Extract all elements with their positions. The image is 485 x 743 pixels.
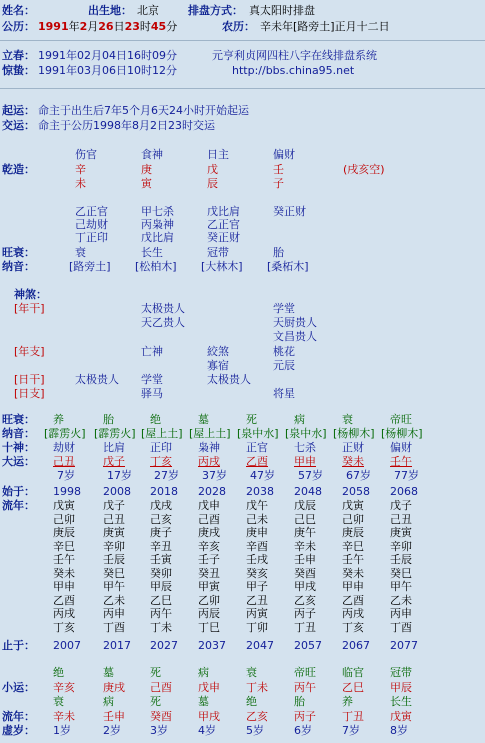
liunian-cell: 壬戌 bbox=[246, 553, 268, 566]
xiaoyun-xusui: 3岁 bbox=[150, 724, 168, 737]
tengod-hour: 偏财 bbox=[273, 148, 295, 161]
xiaoyun-xusui: 4岁 bbox=[198, 724, 216, 737]
liunian-cell: 丙戌 bbox=[53, 607, 75, 620]
xiaoyun-bottom-state: 胎 bbox=[294, 695, 305, 708]
dayun-age: 37岁 bbox=[202, 469, 227, 482]
dayun-age: 27岁 bbox=[154, 469, 179, 482]
dayun-pillar: 乙酉 bbox=[246, 455, 268, 468]
xiaoyun-liunian: 辛未 bbox=[53, 710, 75, 723]
xiaoyun-top-state: 死 bbox=[150, 666, 161, 679]
xiaoyun-top-state: 绝 bbox=[53, 666, 64, 679]
dayun-tengod: 正官 bbox=[246, 441, 268, 454]
liunian-cell: 己卯 bbox=[342, 512, 364, 526]
branch-day: 辰 bbox=[207, 177, 218, 190]
divider bbox=[0, 40, 485, 41]
shensha-item: 寡宿 bbox=[207, 359, 229, 372]
dayun-pillar: 戊子 bbox=[103, 455, 125, 468]
xiaoyun-liunian: 甲戌 bbox=[198, 710, 220, 723]
nayin-month: [松柏木] bbox=[135, 260, 177, 273]
nayin-label: 纳音： bbox=[2, 260, 35, 273]
dayun-age: 47岁 bbox=[250, 469, 275, 482]
branch-year: 未 bbox=[75, 177, 86, 190]
dayun-nayin-label: 纳音： bbox=[2, 427, 35, 440]
liunian-cell: 丙午 bbox=[150, 607, 172, 620]
liunian-cell: 乙卯 bbox=[198, 593, 220, 607]
xiaoyun-liunian: 丁丑 bbox=[342, 710, 364, 723]
dayun-tengod: 偏财 bbox=[390, 441, 412, 454]
jiaoyun-value: 命主于公历1998年8月2日23时交运 bbox=[38, 119, 215, 132]
dayun-tengod: 七杀 bbox=[294, 441, 316, 454]
method-value: 真太阳时排盘 bbox=[249, 4, 315, 17]
liunian-cell: 辛卯 bbox=[103, 539, 125, 553]
liunian-cell: 丙辰 bbox=[198, 607, 220, 620]
liunian-cell: 戊午 bbox=[246, 499, 268, 512]
dayun-end-year: 2027 bbox=[150, 639, 178, 652]
liunian-cell: 壬午 bbox=[53, 553, 75, 566]
xiaoyun-xusui: 2岁 bbox=[103, 724, 121, 737]
liunian-cell: 己卯 bbox=[53, 512, 75, 526]
liunian-cell: 癸巳 bbox=[103, 566, 125, 580]
dayun-tengod: 正印 bbox=[150, 441, 172, 454]
dayun-tengod: 枭神 bbox=[198, 441, 220, 454]
liunian-cell: 乙酉 bbox=[342, 593, 364, 607]
shensha-item: 文昌贵人 bbox=[273, 330, 317, 343]
xiaoyun-xusui: 8岁 bbox=[390, 724, 408, 737]
xiaoyun-xusui: 5岁 bbox=[246, 724, 264, 737]
liunian-cell: 壬辰 bbox=[390, 553, 412, 566]
xiaoyun-xusui: 7岁 bbox=[342, 724, 360, 737]
wangshuai-hour: 胎 bbox=[273, 246, 284, 259]
dayun-start-year: 2058 bbox=[342, 485, 370, 498]
wangshuai-day: 冠带 bbox=[207, 246, 229, 259]
dayun-nayin: [杨柳木] bbox=[381, 427, 423, 440]
xiaoyun-bottom-state: 长生 bbox=[390, 695, 412, 708]
liunian-cell: 壬申 bbox=[294, 553, 316, 566]
xiaoyun-label: 小运： bbox=[2, 681, 35, 694]
liunian-cell: 庚戌 bbox=[198, 526, 220, 539]
xiaoyun-pillar: 丙午 bbox=[294, 681, 316, 694]
liunian-cell: 己丑 bbox=[103, 512, 125, 526]
liunian-cell: 丙子 bbox=[294, 607, 316, 620]
wangshuai-label: 旺衰： bbox=[2, 246, 35, 259]
liunian-cell: 戊子 bbox=[103, 499, 125, 512]
stem-hour: 壬 bbox=[273, 163, 284, 176]
liunian-cell: 丁亥 bbox=[53, 620, 75, 634]
xiaoyun-liunian-label: 流年： bbox=[2, 710, 35, 723]
system-url-link[interactable]: http://bbs.china95.net bbox=[232, 64, 355, 77]
hidden-stem: 癸正财 bbox=[207, 231, 240, 244]
liunian-cell: 丙戌 bbox=[342, 607, 364, 620]
shensha-item: 驿马 bbox=[141, 387, 163, 400]
liunian-cell: 戊辰 bbox=[294, 499, 316, 512]
liunian-cell: 壬寅 bbox=[150, 553, 172, 566]
dayun-pillar: 丙戌 bbox=[198, 455, 220, 468]
liunian-cell: 乙亥 bbox=[294, 593, 316, 607]
xiaoyun-bottom-state: 病 bbox=[103, 695, 114, 708]
liunian-cell: 壬午 bbox=[342, 553, 364, 566]
xiaoyun-pillar: 丁未 bbox=[246, 681, 268, 694]
jingzhe-value: 1991年03月06日10时12分 bbox=[38, 64, 177, 77]
liunian-cell: 辛亥 bbox=[198, 539, 220, 553]
liunian-cell: 丁巳 bbox=[198, 620, 220, 634]
shensha-title: 神煞： bbox=[14, 288, 47, 301]
shensha-item: 太极贵人 bbox=[207, 373, 251, 386]
shensha-item: 亡神 bbox=[141, 345, 163, 358]
dayun-end-year: 2047 bbox=[246, 639, 274, 652]
system-title: 元亨利贞网四柱八字在线排盘系统 bbox=[212, 49, 377, 62]
liunian-cell: 乙丑 bbox=[246, 593, 268, 607]
liunian-cell: 庚午 bbox=[294, 526, 316, 539]
shensha-item: 天乙贵人 bbox=[141, 316, 185, 329]
liunian-cell: 己亥 bbox=[150, 512, 172, 526]
dayun-nayin: [屋上土] bbox=[141, 427, 183, 440]
shensha-item: 元辰 bbox=[273, 359, 295, 372]
dayun-end-year: 2067 bbox=[342, 639, 370, 652]
shensha-item: 太极贵人 bbox=[75, 373, 119, 386]
xiaoyun-liunian: 乙亥 bbox=[246, 710, 268, 723]
liunian-cell: 戊申 bbox=[198, 499, 220, 512]
hidden-stem: 丙枭神 bbox=[141, 218, 174, 231]
liunian-cell: 己丑 bbox=[390, 512, 412, 526]
hidden-stem: 乙正官 bbox=[207, 218, 240, 231]
gregorian-label: 公历： bbox=[2, 20, 35, 33]
liunian-cell: 癸巳 bbox=[390, 566, 412, 580]
qiyun-value: 命主于出生后7年5个月6天24小时开始起运 bbox=[38, 104, 249, 117]
xiaoyun-bottom-state: 死 bbox=[150, 695, 161, 708]
dayun-nayin: [屋上土] bbox=[189, 427, 231, 440]
liunian-cell: 乙未 bbox=[390, 593, 412, 607]
liunian-cell: 庚申 bbox=[246, 526, 268, 539]
dayun-end-label: 止于： bbox=[2, 639, 35, 652]
liunian-cell: 辛酉 bbox=[246, 539, 268, 553]
dayun-nayin: [泉中水] bbox=[285, 427, 327, 440]
name-label: 姓名： bbox=[2, 4, 35, 17]
liunian-cell: 戊寅 bbox=[342, 499, 364, 512]
xiaoyun-bottom-state: 绝 bbox=[246, 695, 257, 708]
liunian-cell: 癸丑 bbox=[198, 566, 220, 580]
stem-day: 戊 bbox=[207, 163, 218, 176]
liunian-cell: 癸卯 bbox=[150, 566, 172, 580]
shensha-day-stem-label: [日干] bbox=[14, 373, 45, 386]
liunian-cell: 癸亥 bbox=[246, 566, 268, 580]
shensha-item: 学堂 bbox=[273, 302, 295, 315]
xiaoyun-top-state: 衰 bbox=[246, 666, 257, 679]
shensha-item: 太极贵人 bbox=[141, 302, 185, 315]
dayun-age: 77岁 bbox=[394, 469, 419, 482]
shensha-day-branch-label: [日支] bbox=[14, 387, 45, 400]
liunian-cell: 辛巳 bbox=[342, 539, 364, 553]
liunian-cell: 己酉 bbox=[198, 512, 220, 526]
jingzhe-label: 惊蛰： bbox=[2, 64, 35, 77]
dayun-wangshuai: 死 bbox=[246, 413, 257, 426]
liunian-cell: 癸未 bbox=[342, 566, 364, 580]
liunian-cell: 甲午 bbox=[390, 580, 412, 593]
liunian-cell: 己未 bbox=[246, 512, 268, 526]
xiaoyun-xusui: 6岁 bbox=[294, 724, 312, 737]
dayun-pillar: 癸未 bbox=[342, 455, 364, 468]
xiaoyun-xusui: 1岁 bbox=[53, 724, 71, 737]
dayun-label: 大运： bbox=[2, 455, 35, 468]
liunian-cell: 丙申 bbox=[103, 607, 125, 620]
dayun-pillar: 己丑 bbox=[53, 455, 75, 468]
liunian-cell: 辛未 bbox=[294, 539, 316, 553]
qiandao-label: 乾造： bbox=[2, 163, 35, 176]
xiaoyun-xusui-label: 虚岁： bbox=[2, 724, 35, 737]
dayun-wangshuai: 帝旺 bbox=[390, 413, 412, 426]
shensha-year-stem-label: [年干] bbox=[14, 302, 45, 315]
wangshuai-month: 长生 bbox=[141, 246, 163, 259]
xiaoyun-bottom-state: 衰 bbox=[53, 695, 64, 708]
hidden-stem: 己劫财 bbox=[75, 218, 108, 231]
liunian-cell: 戊寅 bbox=[53, 499, 75, 512]
dayun-pillar: 壬午 bbox=[390, 455, 412, 468]
shensha-item: 将星 bbox=[273, 387, 295, 400]
dayun-start-year: 2048 bbox=[294, 485, 322, 498]
branch-hour: 子 bbox=[273, 177, 284, 190]
jiaoyun-label: 交运： bbox=[2, 119, 35, 132]
liunian-cell: 己巳 bbox=[294, 512, 316, 526]
liunian-cell: 甲子 bbox=[246, 580, 268, 593]
dayun-wangshuai: 墓 bbox=[198, 413, 209, 426]
liunian-cell: 庚辰 bbox=[53, 526, 75, 539]
liunian-cell: 甲申 bbox=[53, 580, 75, 593]
xiaoyun-top-state: 病 bbox=[198, 666, 209, 679]
birthplace-value: 北京 bbox=[137, 4, 159, 17]
liunian-cell: 丁丑 bbox=[294, 620, 316, 634]
dayun-end-year: 2007 bbox=[53, 639, 81, 652]
stem-year: 辛 bbox=[75, 163, 86, 176]
xiaoyun-liunian: 戊寅 bbox=[390, 710, 412, 723]
divider bbox=[0, 88, 485, 89]
dayun-pillar: 丁亥 bbox=[150, 455, 172, 468]
dayun-wangshuai: 衰 bbox=[342, 413, 353, 426]
shensha-item: 絞煞 bbox=[207, 345, 229, 358]
xiaoyun-pillar: 戊申 bbox=[198, 681, 220, 694]
xiaoyun-pillar: 庚戌 bbox=[103, 681, 125, 694]
liunian-cell: 甲辰 bbox=[150, 580, 172, 593]
liunian-cell: 甲午 bbox=[103, 580, 125, 593]
qiyun-label: 起运： bbox=[2, 104, 35, 117]
dayun-wangshuai: 胎 bbox=[103, 413, 114, 426]
dayun-nayin: [泉中水] bbox=[237, 427, 279, 440]
xiaoyun-bottom-state: 墓 bbox=[198, 695, 209, 708]
liunian-cell: 甲戌 bbox=[294, 580, 316, 593]
xiaoyun-liunian: 壬申 bbox=[103, 710, 125, 723]
dayun-tengod-label: 十神： bbox=[2, 441, 35, 454]
lunar-label: 农历： bbox=[222, 20, 255, 33]
birthplace-label: 出生地： bbox=[88, 4, 132, 17]
shensha-year-branch-label: [年支] bbox=[14, 345, 45, 358]
liunian-cell: 丁亥 bbox=[342, 620, 364, 634]
dayun-start-year: 2008 bbox=[103, 485, 131, 498]
nayin-year: [路旁土] bbox=[69, 260, 111, 273]
lunar-value: 辛未年[路旁土]正月十二日 bbox=[260, 20, 390, 33]
dayun-end-year: 2077 bbox=[390, 639, 418, 652]
liunian-cell: 乙巳 bbox=[150, 593, 172, 607]
kongwang: (戌亥空) bbox=[343, 163, 385, 176]
dayun-age: 67岁 bbox=[346, 469, 371, 482]
tengod-month: 食神 bbox=[141, 148, 163, 161]
nayin-hour: [桑柘木] bbox=[267, 260, 309, 273]
dayun-nayin: [杨柳木] bbox=[333, 427, 375, 440]
xiaoyun-top-state: 帝旺 bbox=[294, 666, 316, 679]
liunian-cell: 乙未 bbox=[103, 593, 125, 607]
shensha-item: 学堂 bbox=[141, 373, 163, 386]
dayun-start-year: 2068 bbox=[390, 485, 418, 498]
dayun-wangshuai: 绝 bbox=[150, 413, 161, 426]
dayun-nayin: [霹雳火] bbox=[44, 427, 86, 440]
xiaoyun-pillar: 甲辰 bbox=[390, 681, 412, 694]
stem-month: 庚 bbox=[141, 163, 152, 176]
tengod-year: 伤官 bbox=[75, 148, 97, 161]
liunian-cell: 戊戌 bbox=[150, 499, 172, 512]
gregorian-date: 1991年2月26日23时45分 bbox=[38, 20, 178, 33]
liunian-cell: 甲申 bbox=[342, 580, 364, 593]
hidden-stem: 甲七杀 bbox=[141, 205, 174, 218]
liunian-cell: 庚子 bbox=[150, 526, 172, 539]
xiaoyun-pillar: 乙巳 bbox=[342, 681, 364, 694]
liunian-cell: 戊子 bbox=[390, 499, 412, 512]
dayun-end-year: 2057 bbox=[294, 639, 322, 652]
hidden-stem: 丁正印 bbox=[75, 231, 108, 244]
hidden-stem: 乙正官 bbox=[75, 205, 108, 218]
liunian-cell: 辛丑 bbox=[150, 539, 172, 553]
xiaoyun-top-state: 墓 bbox=[103, 666, 114, 679]
lichun-value: 1991年02月04日16时09分 bbox=[38, 49, 177, 62]
dayun-tengod: 正财 bbox=[342, 441, 364, 454]
dayun-wangshuai: 病 bbox=[294, 413, 305, 426]
wangshuai-year: 衰 bbox=[75, 246, 86, 259]
dayun-wangshuai: 养 bbox=[53, 413, 64, 426]
dayun-tengod: 比肩 bbox=[103, 441, 125, 454]
nayin-day: [大林木] bbox=[201, 260, 243, 273]
dayun-nayin: [霹雳火] bbox=[94, 427, 136, 440]
liunian-cell: 丁未 bbox=[150, 620, 172, 634]
dayun-start-year: 2038 bbox=[246, 485, 274, 498]
method-label: 排盘方式： bbox=[188, 4, 243, 17]
liunian-cell: 乙酉 bbox=[53, 593, 75, 607]
tengod-day: 日主 bbox=[207, 148, 229, 161]
liunian-cell: 丁酉 bbox=[103, 620, 125, 634]
xiaoyun-liunian: 丙子 bbox=[294, 710, 316, 723]
dayun-age: 17岁 bbox=[107, 469, 132, 482]
hidden-stem: 癸正财 bbox=[273, 205, 306, 218]
dayun-start-year: 2018 bbox=[150, 485, 178, 498]
dayun-pillar: 甲申 bbox=[294, 455, 316, 468]
shensha-item: 天厨贵人 bbox=[273, 316, 317, 329]
liunian-cell: 辛巳 bbox=[53, 539, 75, 553]
dayun-start-label: 始于： bbox=[2, 485, 35, 498]
dayun-end-year: 2017 bbox=[103, 639, 131, 652]
dayun-wangshuai-label: 旺衰： bbox=[2, 413, 35, 426]
liunian-cell: 丙申 bbox=[390, 607, 412, 620]
liunian-cell: 丁卯 bbox=[246, 620, 268, 634]
hidden-stem: 戊比肩 bbox=[141, 231, 174, 244]
liunian-cell: 癸酉 bbox=[294, 566, 316, 580]
hidden-stem: 戊比肩 bbox=[207, 205, 240, 218]
xiaoyun-top-state: 临官 bbox=[342, 666, 364, 679]
dayun-start-year: 1998 bbox=[53, 485, 81, 498]
liunian-cell: 庚辰 bbox=[342, 526, 364, 539]
xiaoyun-bottom-state: 养 bbox=[342, 695, 353, 708]
liunian-cell: 壬子 bbox=[198, 553, 220, 566]
xiaoyun-pillar: 己酉 bbox=[150, 681, 172, 694]
dayun-age: 57岁 bbox=[298, 469, 323, 482]
liunian-cell: 甲寅 bbox=[198, 580, 220, 593]
liunian-cell: 壬辰 bbox=[103, 553, 125, 566]
dayun-age: 7岁 bbox=[57, 469, 75, 482]
liunian-cell: 丙寅 bbox=[246, 607, 268, 620]
liunian-cell: 庚寅 bbox=[103, 526, 125, 539]
liunian-cell: 癸未 bbox=[53, 566, 75, 580]
branch-month: 寅 bbox=[141, 177, 152, 190]
xiaoyun-liunian: 癸酉 bbox=[150, 710, 172, 723]
shensha-item: 桃花 bbox=[273, 345, 295, 358]
dayun-end-year: 2037 bbox=[198, 639, 226, 652]
liunian-cell: 庚寅 bbox=[390, 526, 412, 539]
xiaoyun-top-state: 冠带 bbox=[390, 666, 412, 679]
dayun-liunian-label: 流年： bbox=[2, 499, 35, 512]
liunian-cell: 丁酉 bbox=[390, 620, 412, 634]
liunian-cell: 辛卯 bbox=[390, 539, 412, 553]
dayun-tengod: 劫财 bbox=[53, 441, 75, 454]
lichun-label: 立春： bbox=[2, 49, 35, 62]
dayun-start-year: 2028 bbox=[198, 485, 226, 498]
xiaoyun-pillar: 辛亥 bbox=[53, 681, 75, 694]
